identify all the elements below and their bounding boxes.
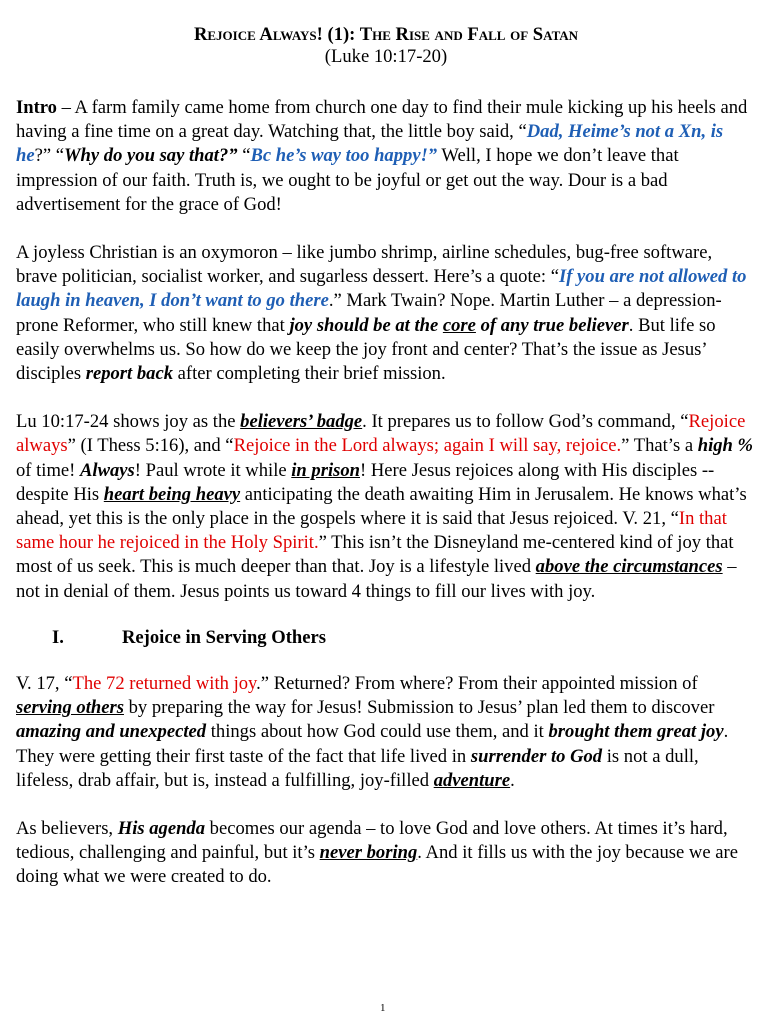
verse-rejoice-always: Rejoice always: [16, 411, 746, 457]
verse-holy-spirit: In that same hour he rejoiced in the Holy Spirit.: [16, 508, 727, 554]
section-number: I.: [52, 626, 64, 648]
quote-dad: Dad, Heime’s not a Xn, is he: [16, 121, 724, 167]
luther-quote: If you are not allowed to laugh in heaven, I don’t want to go there: [16, 266, 747, 312]
verse-rejoice-lord: Rejoice in the Lord always; again I will say, rejoice.: [233, 435, 622, 457]
intro-paragraph: Intro – A farm family came home from church one day to find their mule kicking up his heels and having a fine time on a great day. Watching that, the little boy said, “Dad, Heime’s not a Xn, is he?” “Why do you say that?” “Bc he’s way too happy!” Well, I hope we don’t leave that impression of our faith. Truth is, we ought to be joyful or get out the way. Dour is a bad advertisement for the grace of God!: [16, 97, 748, 215]
paragraph-serving: V. 17, “The 72 returned with joy.” Returned? From where? From their appointed mission of serving others by preparing the way for Jesus! Submission to Jesus’ plan led them to discover amazing and unexpected things about how God could use them, and it brought them great joy. They were getting their first taste of the fact that life lived in surrender to God is not a dull, lifeless, drab affair, but is, instead a fulfilling, joy-filled adventure.: [16, 673, 729, 791]
scripture-reference: (Luke 10:17-20): [324, 46, 448, 67]
document-title: Rejoice Always! (1): The Rise and Fall of Satan: [193, 24, 579, 45]
emphasis-believers-badge: believers’ badge: [240, 411, 363, 433]
emphasis-above-circumstances: above the circumstances: [535, 556, 723, 578]
emphasis-heart-heavy: heart being heavy: [103, 483, 241, 505]
paragraph-joyless: A joyless Christian is an oxymoron – like jumbo shrimp, airline schedules, bug-free software, brave politician, socialist worker, and sugarless dessert. Here’s a quote: “If you are not allowed to laugh in heaven, I don’t want to go there.” Mark Twain? Nope. Martin Luther – a depression-prone Reformer, who still knew that joy should be at the core of any true believer. But life so easily overwhelms us. So how do we keep the joy front and center? That’s the issue as Jesus’ disciples report back after completing their brief mission.: [16, 242, 747, 385]
paragraph-badge: Lu 10:17-24 shows joy as the believers’ badge. It prepares us to follow God’s command, “Rejoice always” (I Thess 5:16), and “Rejoice in the Lord always; again I will say, rejoice.” That’s a high % of time! Always! Paul wrote it while in prison! Here Jesus rejoices along with His disciples -- despite His heart being heavy anticipating the death awaiting Him in Jerusalem. He knows what’s ahead, yet this is the only place in the gospels where it is said that Jesus rejoiced. V. 21, “In that same hour he rejoiced in the Holy Spirit.” This isn’t the Disneyland me-centered kind of joy that most of us seek. This is much deeper than that. Joy is a lifestyle lived above the circumstances – not in denial of them. Jesus points us toward 4 things to fill our lives with joy.: [16, 411, 754, 602]
intro-label: Intro: [16, 97, 57, 118]
emphasis-core: core: [442, 314, 476, 336]
quote-why: Why do you say that?”: [64, 145, 238, 167]
emphasis-serving-others: serving others: [16, 697, 124, 719]
section-heading: [16, 626, 756, 650]
verse-72-returned: The 72 returned with joy: [72, 673, 257, 695]
page-number: 1: [380, 1002, 386, 1014]
emphasis-his-agenda: His agenda: [117, 818, 206, 840]
emphasis-adventure: adventure: [433, 769, 511, 791]
emphasis-never-boring: never boring: [319, 842, 418, 864]
emphasis-in-prison: in prison: [291, 459, 360, 481]
emphasis-report-back: report back: [85, 363, 173, 385]
quote-happy: Bc he’s way too happy!”: [250, 145, 438, 167]
document-page: [16, 24, 756, 890]
paragraph-agenda: As believers, His agenda becomes our agenda – to love God and love others. At times it’s hard, tedious, challenging and painful, but it’s never boring. And it fills us with the joy because we are doing what we were created to do.: [16, 818, 738, 888]
section-title: Rejoice in Serving Others: [122, 626, 326, 648]
